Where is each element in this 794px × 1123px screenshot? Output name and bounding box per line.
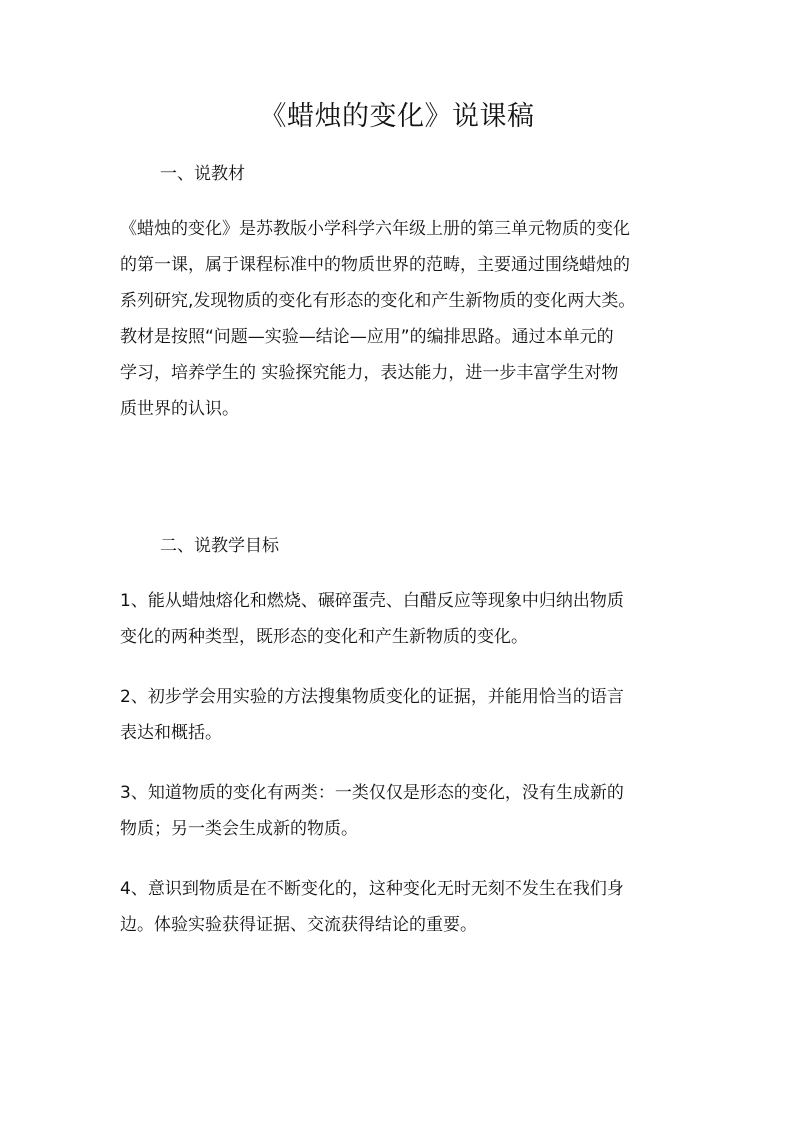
paragraph-line: 4、意识到物质是在不断变化的，这种变化无时无刻不发生在我们身 <box>120 879 624 899</box>
paragraph-line: 的第一课，属于课程标准中的物质世界的范畴，主要通过围绕蜡烛的 <box>120 255 630 275</box>
paragraph-line: 1、能从蜡烛熔化和燃烧、碾碎蛋壳、白醋反应等现象中归纳出物质 <box>120 591 624 611</box>
paragraph-line: 学习，培养学生的 实验探究能力，表达能力，进一步丰富学生对物 <box>120 363 619 383</box>
goal-item-2 <box>120 679 680 751</box>
paragraph-line: 系列研究,发现物质的变化有形态的变化和产生新物质的变化两大类。 <box>120 291 636 311</box>
section-heading-teaching-material: 一、说教材 <box>160 164 245 184</box>
paragraph-teaching-material <box>120 211 680 427</box>
paragraph-line: 《蜡烛的变化》是苏教版小学科学六年级上册的第三单元物质的变化 <box>120 219 630 239</box>
goal-item-4 <box>120 871 680 943</box>
goal-item-1 <box>120 583 680 655</box>
paragraph-line: 变化的两种类型，既形态的变化和产生新物质的变化。 <box>120 627 528 647</box>
paragraph-line: 3、知道物质的变化有两类：一类仅仅是形态的变化，没有生成新的 <box>120 783 624 803</box>
paragraph-line: 物质；另一类会生成新的物质。 <box>120 819 358 839</box>
paragraph-line: 质世界的认识。 <box>120 399 239 419</box>
paragraph-line: 教材是按照“问题—实验—结论—应用”的编排思路。通过本单元的 <box>120 327 614 347</box>
section-heading-teaching-goals: 二、说教学目标 <box>160 536 279 556</box>
document-title: 《蜡烛的变化》说课稿 <box>259 101 535 132</box>
paragraph-line: 边。体验实验获得证据、交流获得结论的重要。 <box>120 915 477 935</box>
paragraph-line: 2、初步学会用实验的方法搜集物质变化的证据，并能用恰当的语言 <box>120 687 624 707</box>
paragraph-line: 表达和概括。 <box>120 723 222 743</box>
goal-item-3 <box>120 775 680 847</box>
